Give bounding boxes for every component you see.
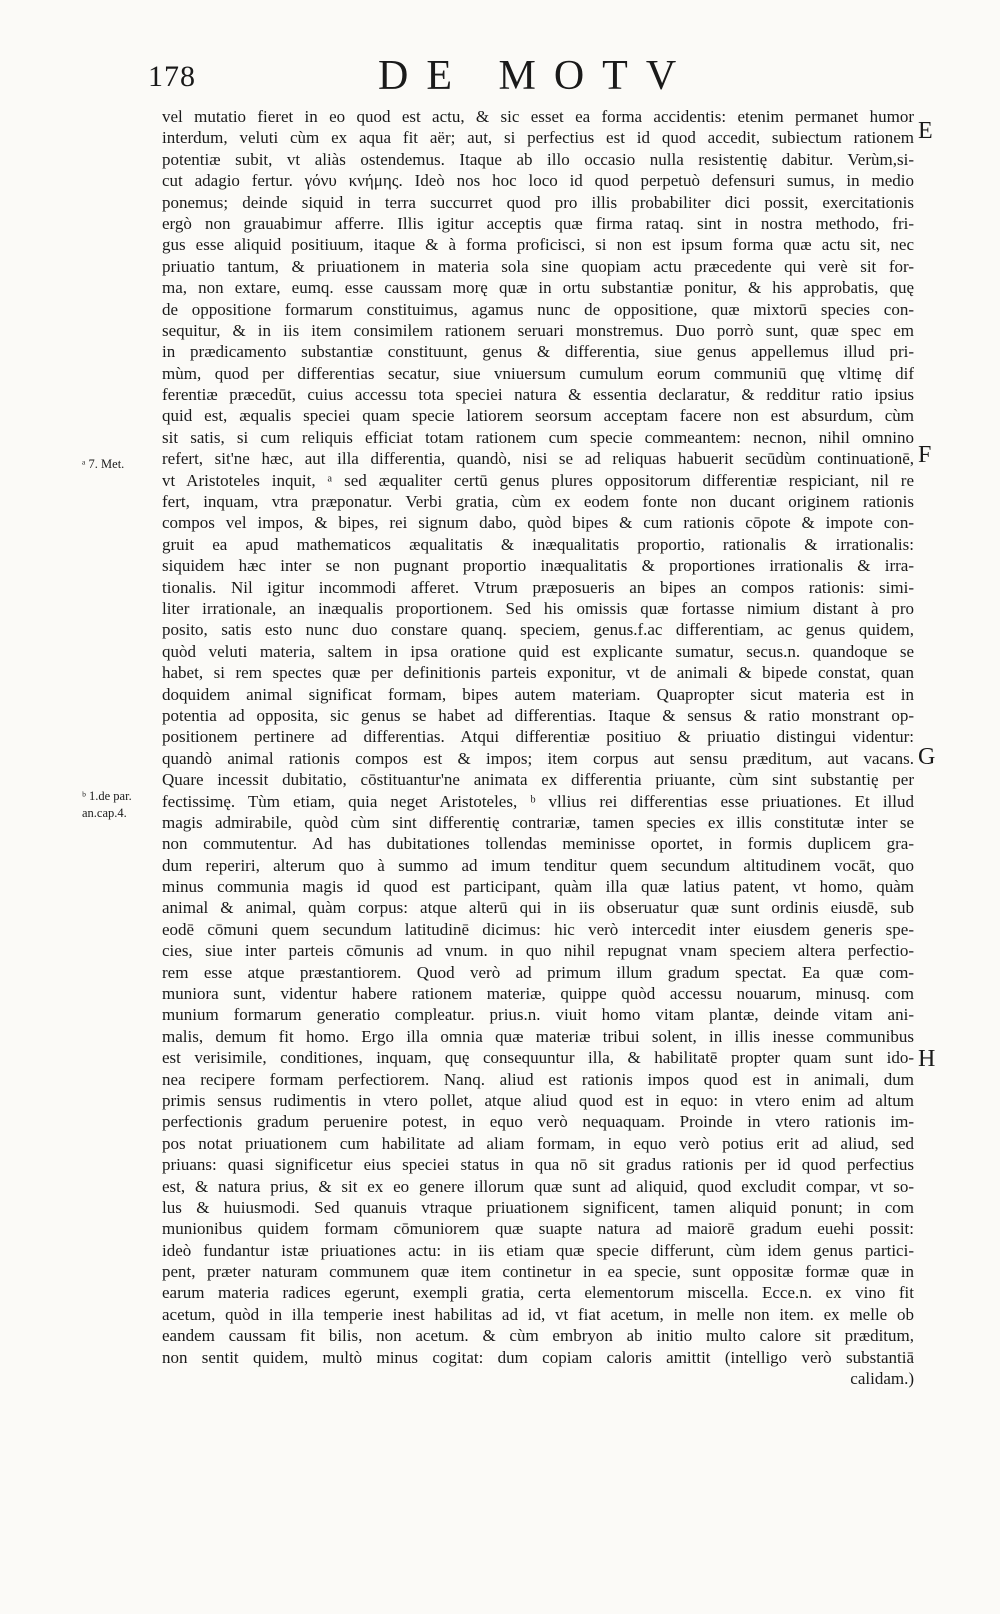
text-line: cies, siue inter parteis cōmunis ad vnum. in quo nihil repugnat vnam speciem altera perfectio- [162,941,914,961]
text-line: tionalis. Nil igitur incommodi afferet. Vtrum præposueris an bipes an compos rationis: simi- [162,577,914,597]
text-line: animal & animal, quàm corpus: atque alterū qui in iis obseruatur quæ sunt ordinis eiusdē, sub [162,898,914,918]
text-line: fectissimę. Tùm etiam, quia neget Aristoteles, ᵇ vllius rei differentias esse priuationes. Et illud [162,791,914,811]
margin-note-a [82,456,124,473]
text-line: positionem pertinere ad differentias. Atqui differentiæ positiuo & priuatio distingui videntur: [162,727,914,747]
text-line: minus communia magis id quod est participant, quàm illa quæ latius patent, vt homo, quàm [162,877,914,897]
margin-note-b [82,788,132,822]
text-line: quid est, æqualis speciei quam specie latiorem seorsum acceptam facere non est absurdum, cùm [162,406,914,426]
text-line: priuatio tantum, & priuationem in materia sola sine quopiam actu præcedente qui verè sit for- [162,256,914,276]
margin-note-b-line1: ᵇ 1.de par. [82,789,132,803]
text-line: primis sensus rudimentis in vtero pollet, atque aliud quod est in equo: in vtero enim ad altum [162,1090,914,1110]
text-line: est verisimile, conditiones, inquam, quę consequuntur illa, & habilitatē propter quam sunt ido- [162,1048,914,1068]
text-line: sequitur, & in iis item consimilem rationem seruari monstremus. Duo porrò sunt, quæ spec em [162,320,914,340]
text-line: gruit ea apud mathematicos æqualitatis & inæqualitatis proportio, rationalis & irrationalis: [162,534,914,554]
text-line: sit satis, si cum reliquis efficiat totam rationem cum specie commeantem: necnon, nihil omnino [162,427,914,447]
text-line: malis, demum fit homo. Ergo illa omnia quæ materiæ tribui solent, in illis inesse communibus [162,1026,914,1046]
text-line: interdum, veluti cùm ex aqua fit aër; aut, si perfectius est id quod accedit, subiectum rationem [162,128,914,148]
text-line: potentiæ subit, vt aliàs ostendemus. Itaque ab illo occasio nulla resistentię dabitur. Verùm,si- [162,149,914,169]
text-line: calidam.) [850,1369,914,1389]
side-letter-f: F [918,442,932,468]
text-line: liter irrationale, an inæqualis proportionem. Sed his omissis quæ fortasse nimium distant à pro [162,598,914,618]
text-line: doquidem animal significat formam, bipes autem materiam. Quapropter sicut materia est in [162,684,914,704]
text-line: quòd veluti materia, saltem in ipsa oratione quid est explicante sumatur, secus.n. quandoque se [162,641,914,661]
text-line: acetum, quòd in illa temperie inest habilitas ad id, vt fiat acetum, in melle non item. ex melle ob [162,1304,914,1324]
text-line: lus & huiusmodi. Sed quanuis vtraque priuationem significent, tamen aliquid ponunt; in com [162,1197,914,1217]
text-line: est, & natura prius, & sit ex eo genere illorum quæ sunt ad aliquid, quod excludit compar, vt so- [162,1176,914,1196]
body-text [162,106,914,1389]
text-line: ideò fundantur istæ priuationes actu: in iis etiam quæ specie differunt, cùm idem genus partici- [162,1240,914,1260]
text-line: nea recipere formam perfectiorem. Nanq. aliud est rationis impos quod est in animali, dum [162,1069,914,1089]
text-line: de oppositione formarum constituimus, agamus nunc de oppositione, quæ mixtorū species con- [162,299,914,319]
text-line: cut adagio fertur. γόνυ κνήμης. Ideò nos hoc loco id quod perpetuò defensuri sumus, in medio [162,171,914,191]
page-number: 178 [148,60,196,93]
text-line: magis admirabile, quòd cùm sint differentię contrariæ, tamen species ex illis constitutæ inter se [162,812,914,832]
side-letter-g: G [918,744,936,770]
text-line: habet, si rem spectes quæ per definitionis parteis exponitur, vt de animali & bipede constat, quan [162,663,914,683]
text-line: posito, satis esto nunc duo constare quanq. speciem, genus.f.ac differentiam, ac genus quidem, [162,620,914,640]
margin-note-b-line2: an.cap.4. [82,806,127,820]
text-line: quandò animal rationis compos est & impos; item corpus aut sensu præditum, aut vacans. [162,748,914,768]
text-line: munionibus quidem formam cōmuniorem quæ suapte natura ad maiorē gradum euehi possit: [162,1219,914,1239]
text-line: non sentit quidem, multò minus cogitat: dum copiam caloris amittit (intelligo verò substantiā [162,1347,914,1367]
text-line: compos vel impos, & bipes, rei signum dabo, quòd bipes & cum rationis cōpote & impote con- [162,513,914,533]
text-line: ponemus; deinde siquid in terra succurret quod pro illis probabiliter dici possit, exercitationis [162,192,914,212]
text-line: vt Aristoteles inquit, ᵃ sed æqualiter certū genus plures oppositorum differentiæ respiciant, nil re [162,470,914,490]
text-line: non commutentur. Ad has dubitationes tollendas meminisse oportet, in formis duplicem gra- [162,834,914,854]
side-letter-h: H [918,1046,936,1072]
text-line: muniora sunt, videntur habere rationem materiæ, quippe quòd accessu nouarum, minusq. com [162,984,914,1004]
text-line: earum materia radices egerunt, exempli gratia, certa elementorum miscella. Ecce.n. ex vino fit [162,1283,914,1303]
text-line: dum reperiri, alterum quo à summo ad imum tenditur quem secundum altitudinem vocāt, quo [162,855,914,875]
text-line: fert, inquam, vtra præponatur. Verbi gratia, cùm ex eodem fonte non ducant originem rationis [162,492,914,512]
text-line: Quare incessit dubitatio, cōstituantur'ne animata ex differentia priuante, cùm sint substantię per [162,770,914,790]
text-line: priuans: quasi significetur eius speciei status in qua nō sit gradus rationis per id quod perfectius [162,1155,914,1175]
side-letter-e: E [918,118,933,144]
text-line: refert, sit'ne hæc, aut illa differentia, quandò, nisi se ad reliquas habuerit secūdùm continuationē, [162,449,914,469]
text-line: ma, non extare, eumq. esse caussam morę quæ in ortu substantiæ ponitur, & his approbatis, quę [162,278,914,298]
text-line: ergò non grauabimur afferre. Illis igitur acceptis quæ firma rataq. sint in nostra methodo, fri- [162,213,914,233]
text-line: mùm, quod per differentias secatur, siue vniuersum cumulum eorum communiū quę vltimę dif [162,363,914,383]
text-line: ferentiæ præcedūt, cuius accessu tota speciei natura & essentia declaratur, & redditur ratio ipsius [162,385,914,405]
text-line: siquidem hæc inter se non pugnant proportio inæqualitatis & proportiones irrationalis & irra- [162,556,914,576]
text-line: vel mutatio fieret in eo quod est actu, & sic esset ea forma accidentis: etenim permanet humor [162,107,914,126]
running-title: DE MOTV [378,53,695,99]
text-line: perfectionis gradum peruenire potest, in equo verò nequaquam. Proinde in vtero rationis im- [162,1112,914,1132]
text-line: in prædicamento substantiæ constituunt, genus & differentia, siue genus appellemus illud pri- [162,342,914,362]
text-line: rem esse atque præstantiorem. Quod verò ad primum illum gradum spectat. Ea quæ com- [162,962,914,982]
margin-note-a-text: ᵃ 7. Met. [82,457,125,471]
text-line: eandem caussam fit bilis, non acetum. & cùm embryon ab initio multo calore sit præditum, [162,1326,914,1346]
text-line: eodē cōmuni quem secundum latitudinē dicimus: hic verò intercedit inter eiusdem generis spe- [162,919,914,939]
text-line: pent, præter naturam communem quæ item continetur in ea specie, sunt oppositæ formæ quæ in [162,1262,914,1282]
text-line: gus esse aliquid positiuum, itaque & à forma proficisci, si non est ipsum forma quæ actu sit, nec [162,235,914,255]
text-line: potentia ad opposita, sic genus se habet ad differentias. Itaque & sensus & ratio monstrant op- [162,705,914,725]
text-line: pos notat priuationem cum habilitate ad aliam formam, in equo verò potius erit ad aliud, sed [162,1133,914,1153]
text-line: munium formarum generatio compleatur. prius.n. viuit homo vitam plantæ, deinde vitam ani- [162,1005,914,1025]
